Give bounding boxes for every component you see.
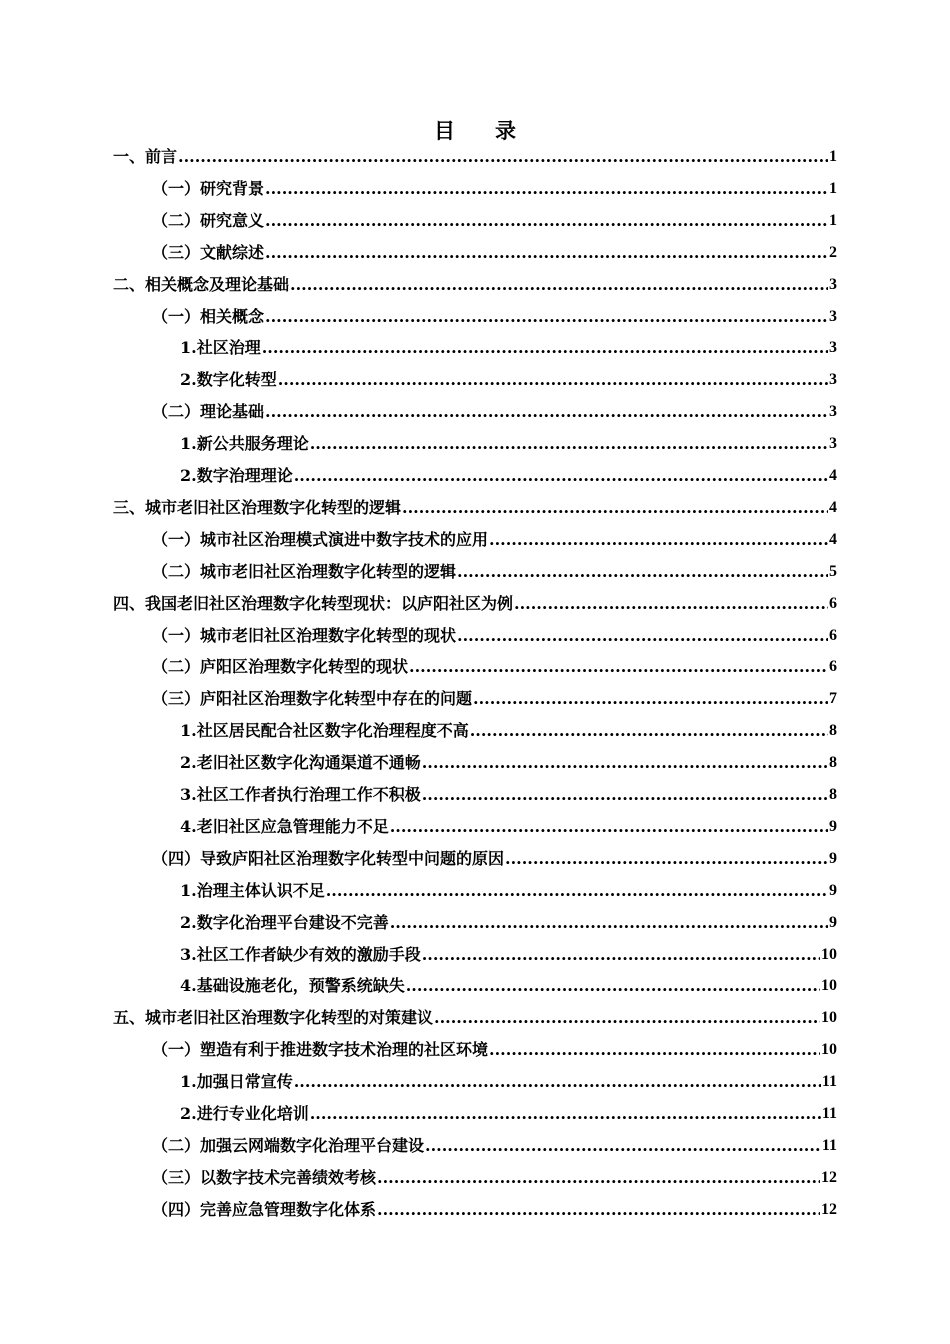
toc-entry-label: 2.老旧社区数字化沟通渠道不通畅 xyxy=(180,753,421,773)
toc-leader-dots xyxy=(294,465,828,487)
toc-entry[interactable] xyxy=(180,812,837,838)
toc-leader-dots xyxy=(402,497,828,519)
toc-entry-page-number: 1 xyxy=(829,179,837,197)
toc-entry-page-number: 12 xyxy=(821,1200,837,1218)
toc-leader-dots xyxy=(425,1135,821,1157)
toc-entry-label: 1.社区治理 xyxy=(180,338,261,358)
toc-entry-label: （二）理论基础 xyxy=(152,402,265,422)
toc-entry[interactable] xyxy=(180,908,837,934)
toc-entry[interactable] xyxy=(180,1099,837,1125)
toc-entry[interactable] xyxy=(152,302,837,328)
toc-entry-page-number: 6 xyxy=(829,626,837,644)
toc-entry-label: 4.老旧社区应急管理能力不足 xyxy=(180,816,389,836)
toc-entry-label: 三、城市老旧社区治理数字化转型的逻辑 xyxy=(113,497,402,517)
toc-entry-label: （二）研究意义 xyxy=(152,210,265,230)
toc-leader-dots xyxy=(422,784,828,806)
toc-entry-page-number: 4 xyxy=(829,498,837,516)
toc-entry-page-number: 8 xyxy=(829,754,837,772)
title-char-2: 录 xyxy=(495,118,516,143)
toc-entry-label: （三）庐阳社区治理数字化转型中存在的问题 xyxy=(152,689,473,709)
toc-entry-page-number: 3 xyxy=(829,339,837,357)
toc-entry-label: （一）塑造有利于推进数字技术治理的社区环境 xyxy=(152,1040,489,1060)
toc-leader-dots xyxy=(310,1103,821,1125)
toc-entry-page-number: 6 xyxy=(829,658,837,676)
toc-entry-label: 1.新公共服务理论 xyxy=(180,434,309,454)
toc-entry[interactable] xyxy=(152,1035,837,1061)
toc-entry[interactable] xyxy=(180,461,837,487)
title-char-1: 目 xyxy=(434,118,455,143)
toc-entry-page-number: 9 xyxy=(829,913,837,931)
toc-entry[interactable] xyxy=(180,365,837,391)
toc-entry-label: 3.社区工作者缺少有效的激励手段 xyxy=(180,944,421,964)
toc-entry-label: 2.数字化转型 xyxy=(180,370,277,390)
toc-leader-dots xyxy=(489,529,828,551)
toc-entry[interactable] xyxy=(152,684,837,710)
toc-leader-dots xyxy=(457,561,828,583)
toc-entry-label: （四）导致庐阳社区治理数字化转型中问题的原因 xyxy=(152,848,505,868)
toc-entry[interactable] xyxy=(180,429,837,455)
toc-entry[interactable] xyxy=(152,1131,837,1157)
toc-entry-page-number: 10 xyxy=(821,977,837,995)
toc-entry[interactable] xyxy=(152,174,837,200)
toc-leader-dots xyxy=(178,146,828,168)
toc-entry[interactable] xyxy=(152,557,837,583)
toc-entry-label: （二）加强云网端数字化治理平台建设 xyxy=(152,1135,425,1155)
toc-leader-dots xyxy=(457,625,828,647)
toc-entry[interactable] xyxy=(152,1195,837,1221)
toc-entry-page-number: 6 xyxy=(829,594,837,612)
toc-entry-page-number: 8 xyxy=(829,722,837,740)
toc-entry-page-number: 5 xyxy=(829,562,837,580)
toc-entry-label: （三）以数字技术完善绩效考核 xyxy=(152,1167,377,1187)
toc-leader-dots xyxy=(294,1071,821,1093)
toc-entry[interactable] xyxy=(152,397,837,423)
toc-entry-page-number: 9 xyxy=(829,881,837,899)
toc-entry-page-number: 9 xyxy=(829,817,837,835)
toc-entry-page-number: 3 xyxy=(829,275,837,293)
toc-entry[interactable] xyxy=(113,493,837,519)
toc-entry-label: （二）庐阳区治理数字化转型的现状 xyxy=(152,657,409,677)
toc-entry[interactable] xyxy=(113,589,837,615)
toc-entry-label: 1.加强日常宣传 xyxy=(180,1072,293,1092)
toc-entry-page-number: 11 xyxy=(821,1073,837,1091)
toc-entry-page-number: 1 xyxy=(829,148,837,165)
toc-leader-dots xyxy=(406,975,820,997)
toc-leader-dots xyxy=(265,306,828,328)
toc-entry-label: 2.进行专业化培训 xyxy=(180,1104,309,1123)
toc-entry[interactable] xyxy=(113,270,837,296)
toc-entry[interactable] xyxy=(180,716,837,742)
toc-entry-label: （一）相关概念 xyxy=(152,306,265,326)
toc-entry-page-number: 3 xyxy=(829,403,837,421)
toc-entry-page-number: 10 xyxy=(821,1009,837,1027)
toc-leader-dots xyxy=(489,1039,820,1061)
toc-entry-label: （一）城市老旧社区治理数字化转型的现状 xyxy=(152,625,457,645)
toc-entry-label: 二、相关概念及理论基础 xyxy=(113,274,290,294)
toc-leader-dots xyxy=(473,688,828,710)
toc-entry[interactable] xyxy=(152,206,837,232)
toc-entry[interactable] xyxy=(152,238,837,264)
toc-entry-page-number: 11 xyxy=(821,1136,837,1154)
toc-entry-page-number: 4 xyxy=(829,530,837,548)
toc-entry[interactable] xyxy=(113,1003,837,1029)
toc-leader-dots xyxy=(265,242,828,264)
toc-entry[interactable] xyxy=(180,876,837,902)
toc-leader-dots xyxy=(310,433,828,455)
toc-entry-label: 四、我国老旧社区治理数字化转型现状：以庐阳社区为例 xyxy=(113,593,514,613)
toc-leader-dots xyxy=(265,178,828,200)
toc-entry[interactable] xyxy=(152,525,837,551)
toc-entry-label: 一、前言 xyxy=(113,147,178,166)
toc-entry[interactable] xyxy=(180,748,837,774)
toc-entry[interactable] xyxy=(152,844,837,870)
toc-entry[interactable] xyxy=(113,142,837,168)
toc-entry-page-number: 2 xyxy=(829,243,837,261)
page-title xyxy=(0,115,950,145)
toc-leader-dots xyxy=(262,337,828,359)
toc-leader-dots xyxy=(390,912,828,934)
toc-entry[interactable] xyxy=(180,780,837,806)
toc-leader-dots xyxy=(422,752,828,774)
toc-entry-label: （二）城市老旧社区治理数字化转型的逻辑 xyxy=(152,561,457,581)
toc-entry-label: 2.数字治理理论 xyxy=(180,466,293,485)
toc-entry-page-number: 3 xyxy=(829,307,837,325)
toc-entry-label: （三）文献综述 xyxy=(152,242,265,262)
toc-leader-dots xyxy=(377,1199,820,1221)
toc-entry[interactable] xyxy=(180,971,837,997)
toc-leader-dots xyxy=(434,1007,820,1029)
toc-entry-label: （四）完善应急管理数字化体系 xyxy=(152,1199,377,1219)
toc-entry[interactable] xyxy=(152,652,837,678)
toc-entry-page-number: 12 xyxy=(821,1168,837,1186)
toc-entry-page-number: 9 xyxy=(829,849,837,867)
toc-leader-dots xyxy=(326,880,828,902)
toc-leader-dots xyxy=(265,401,828,423)
toc-entry-page-number: 8 xyxy=(829,786,837,803)
toc-leader-dots xyxy=(377,1167,820,1189)
toc-entry-page-number: 1 xyxy=(829,211,837,229)
toc-entry-page-number: 3 xyxy=(829,435,837,453)
toc-entry[interactable] xyxy=(152,621,837,647)
toc-leader-dots xyxy=(265,210,828,232)
toc-leader-dots xyxy=(390,816,828,838)
toc-leader-dots xyxy=(278,369,828,391)
toc-leader-dots xyxy=(409,656,828,678)
toc-leader-dots xyxy=(514,593,828,615)
toc-entry[interactable] xyxy=(152,1163,837,1189)
toc-entry-label: 2.数字化治理平台建设不完善 xyxy=(180,912,389,932)
toc-leader-dots xyxy=(470,720,828,742)
toc-entry-label: （一）城市社区治理模式演进中数字技术的应用 xyxy=(152,529,489,549)
toc-entry-label: （一）研究背景 xyxy=(152,178,265,198)
toc-leader-dots xyxy=(290,274,828,296)
toc-entry-page-number: 10 xyxy=(821,1041,837,1059)
toc-entry[interactable] xyxy=(180,940,837,966)
toc-entry-label: 3.社区工作者执行治理工作不积极 xyxy=(180,785,421,804)
toc-entry-page-number: 3 xyxy=(829,371,837,389)
toc-entry-page-number: 7 xyxy=(829,690,837,708)
toc-entry-page-number: 4 xyxy=(829,467,837,484)
toc-entry-label: 1.治理主体认识不足 xyxy=(180,880,325,900)
toc-leader-dots xyxy=(422,944,820,966)
toc-entry-label: 4.基础设施老化，预警系统缺失 xyxy=(180,976,405,996)
toc-leader-dots xyxy=(505,848,828,870)
toc-entry-label: 五、城市老旧社区治理数字化转型的对策建议 xyxy=(113,1008,434,1028)
toc-entry[interactable] xyxy=(180,333,837,359)
toc-entry[interactable] xyxy=(180,1067,837,1093)
toc-entry-label: 1.社区居民配合社区数字化治理程度不高 xyxy=(180,721,469,741)
toc-entry-page-number: 10 xyxy=(821,945,837,963)
toc-entry-page-number: 11 xyxy=(821,1105,837,1122)
